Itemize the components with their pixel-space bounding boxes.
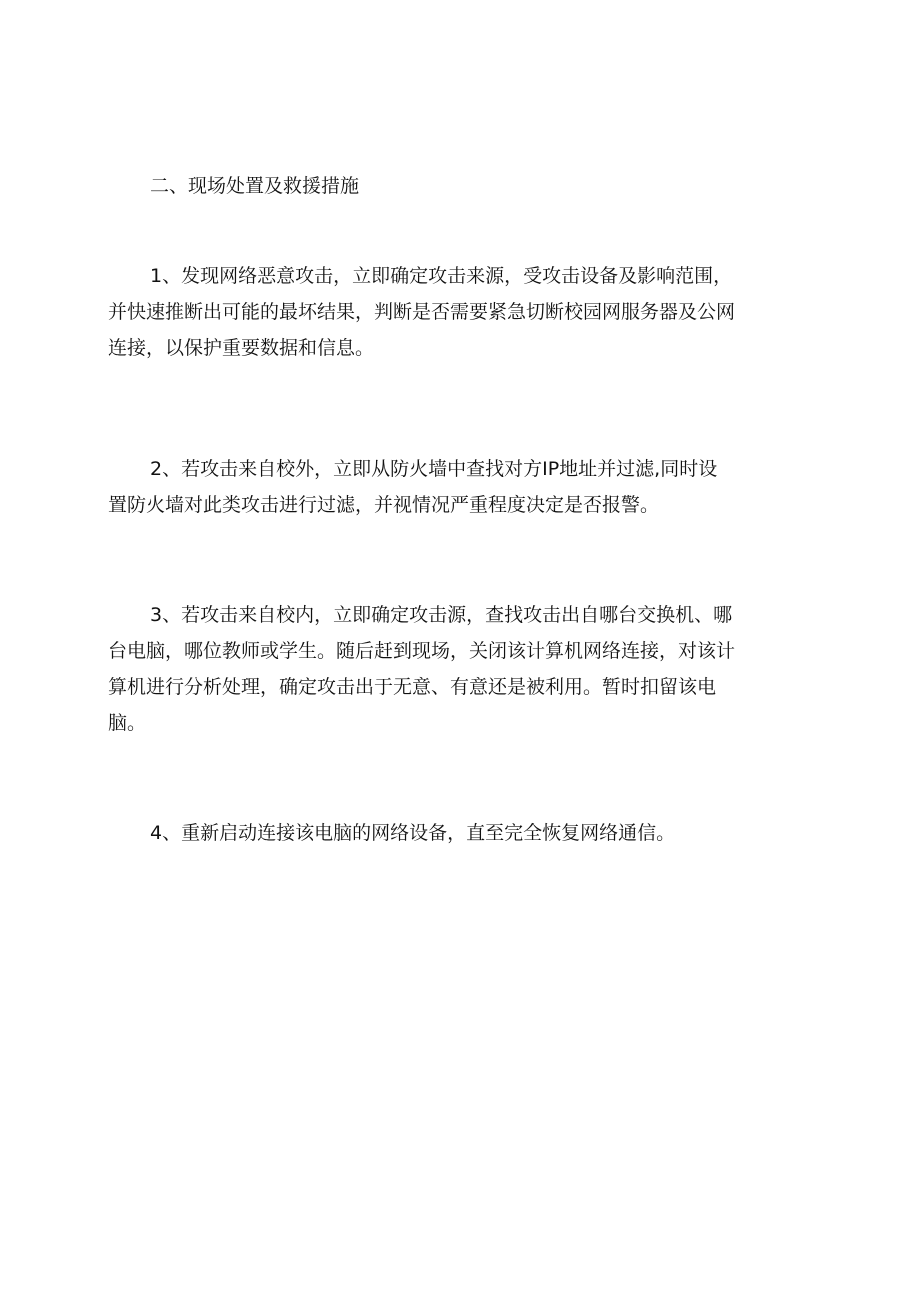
section-heading: 二、现场处置及救援措施 (150, 175, 360, 197)
paragraph-line: 置防火墙对此类攻击进行过滤，并视情况严重程度决定是否报警。 (108, 494, 660, 516)
paragraph-line: 2、若攻击来自校外，立即从防火墙中查找对方IP地址并过滤,同时设 (150, 458, 718, 480)
paragraph-line: 连接，以保护重要数据和信息。 (108, 337, 375, 359)
paragraph-line: 算机进行分析处理，确定攻击出于无意、有意还是被利用。暂时扣留该电 (108, 676, 717, 698)
paragraph-line: 脑。 (108, 712, 147, 734)
paragraph-3 (108, 597, 828, 741)
paragraph-line: 4、重新启动连接该电脑的网络设备，直至完全恢复网络通信。 (150, 822, 676, 844)
paragraph-line: 1、发现网络恶意攻击，立即确定攻击来源，受攻击设备及影响范围， (150, 265, 733, 287)
paragraph-line: 3、若攻击来自校内，立即确定攻击源，查找攻击出自哪台交换机、哪 (150, 604, 733, 626)
paragraph-1 (108, 258, 828, 366)
paragraph-line: 并快速推断出可能的最坏结果，判断是否需要紧急切断校园网服务器及公网 (108, 301, 736, 323)
paragraph-2 (108, 451, 828, 523)
paragraph-4 (108, 815, 828, 851)
paragraph-line: 台电脑，哪位教师或学生。随后赶到现场，关闭该计算机网络连接，对该计 (108, 640, 736, 662)
